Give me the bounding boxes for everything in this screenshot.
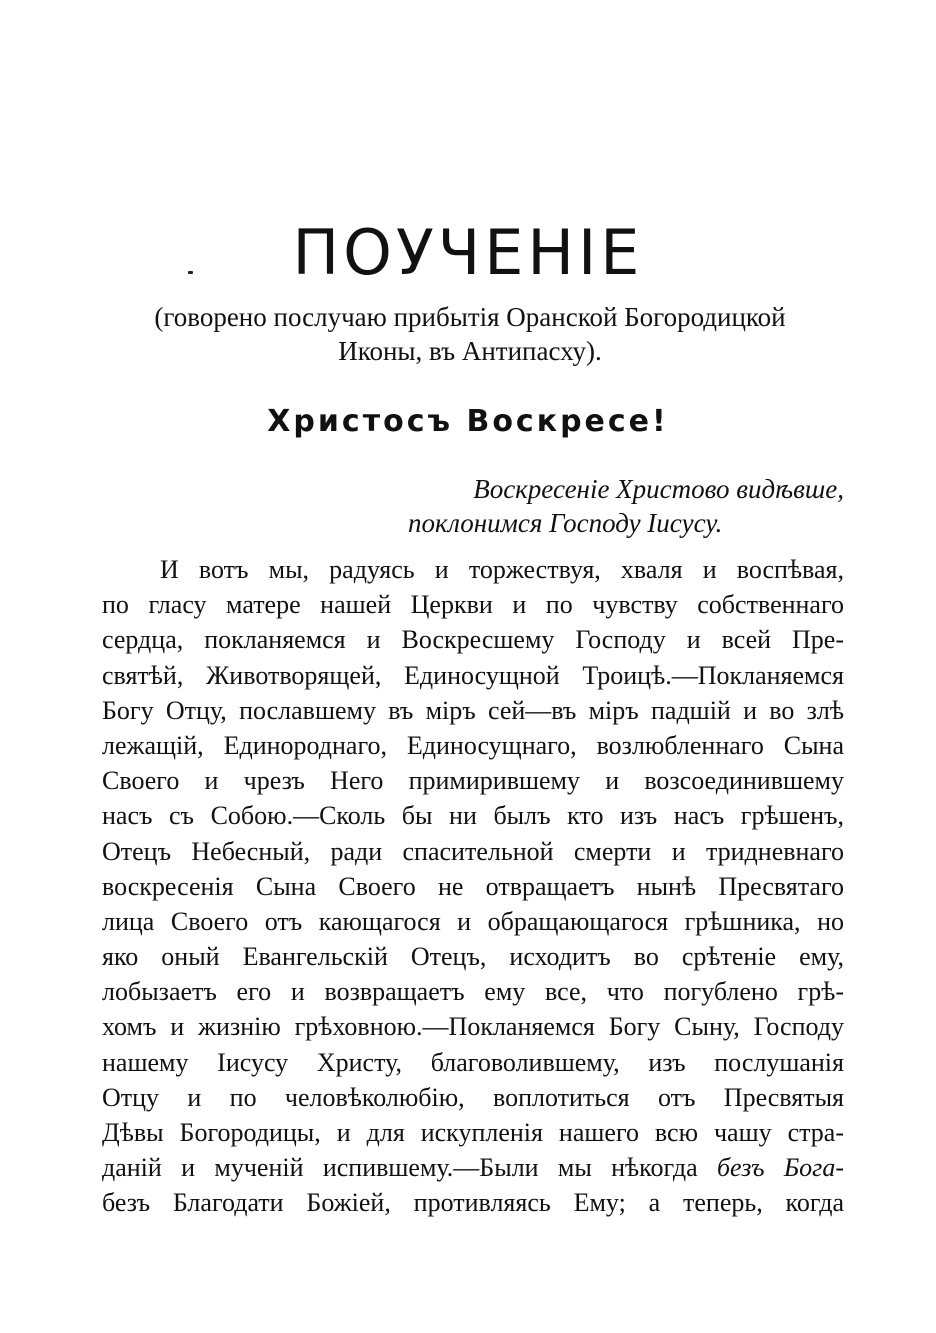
body-line: безъ Благодати Божіей, противляясь Ему; а теперь, когда (102, 1188, 844, 1218)
paschal-greeting: Христосъ Воскресе! (267, 404, 669, 439)
subtitle (100, 300, 840, 368)
body-line: Отцу и по человѣколюбію, воплотиться отъ Пресвятыя (102, 1082, 844, 1112)
italic-suffix: - (835, 1153, 844, 1183)
subtitle-line-1: (говорено послучаю прибытія Оранской Богородицкой (154, 302, 786, 332)
body-line: Отецъ Небесный, ради спасительной смерти и тридневнаго (102, 836, 844, 866)
body-line-start: даній и мученій испившему.—Были мы нѣкогда (102, 1153, 698, 1183)
body-line: яко оный Евангельскій Отецъ, исходитъ во срѣтеніе ему, (102, 942, 844, 972)
body-line: святѣй, Животворящей, Единосущной Троицѣ.—Покланяемся (102, 660, 844, 690)
body-line: насъ съ Собою.—Сколь бы ни былъ кто изъ насъ грѣшенъ, (102, 801, 844, 831)
body-line: нашему Іисусу Христу, благоволившему, изъ послушанія (102, 1047, 844, 1077)
epigraph-line-2: поклонимся Господу Іисусу. (408, 508, 723, 538)
body-line: лежащій, Единороднаго, Единосущнаго, возлюбленнаго Сына (102, 730, 844, 760)
sermon-body (102, 552, 844, 1221)
body-line-with-italic (102, 1150, 844, 1185)
body-line: хомъ и жизнію грѣховною.—Покланяемся Богу Сыну, Господу (102, 1012, 844, 1042)
body-line: воскресенія Сына Своего не отвращаетъ нынѣ Пресвятаго (102, 871, 844, 901)
body-line: лица Своего отъ кающагося и обращающагося грѣшника, но (102, 906, 844, 936)
body-line: Дѣвы Богородицы, и для искупленія нашего всю чашу стра- (102, 1118, 844, 1147)
body-line: Богу Отцу, пославшему въ міръ сей—въ міръ падшій и во злѣ (102, 695, 844, 725)
italic-phrase: безъ Бога (716, 1153, 836, 1183)
body-line: Своего и чрезъ Него примирившему и возсоединившему (102, 766, 844, 796)
body-line: сердца, покланяемся и Воскресшему Господу и всей Пре- (102, 625, 844, 655)
epigraph-line-1: Воскресеніе Христово видѣвше, (473, 474, 844, 504)
page-title: ПОУЧЕНІЕ (292, 216, 644, 289)
body-line: лобызаетъ его и возвращаетъ ему все, что погублено грѣ- (102, 977, 844, 1007)
body-line: И вотъ мы, радуясь и торжествуя, хваля и воспѣвая, (160, 555, 844, 584)
epigraph (380, 472, 844, 540)
body-line: по гласу матере нашей Церкви и по чувству собственнаго (102, 590, 844, 620)
subtitle-line-2: Иконы, въ Антипасху). (338, 336, 602, 366)
